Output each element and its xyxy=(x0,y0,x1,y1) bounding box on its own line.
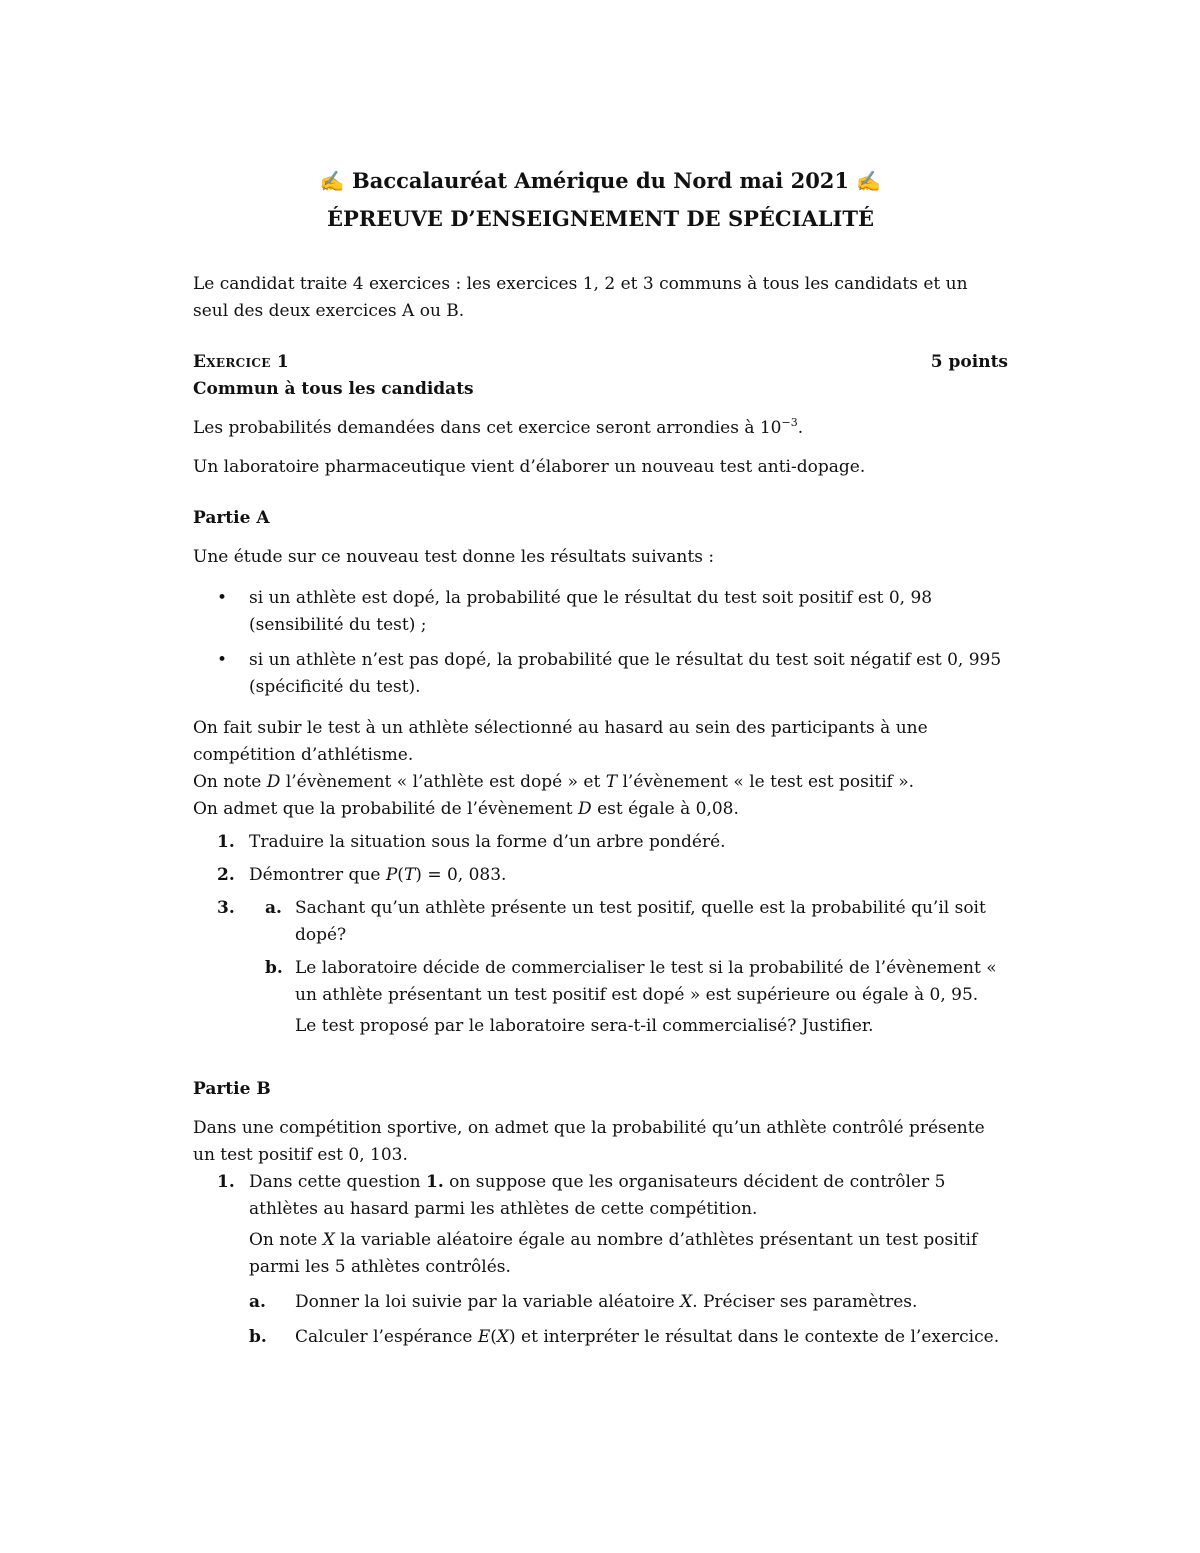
math-paren: ( xyxy=(397,865,404,885)
text-run: est égale à 0,08. xyxy=(591,799,739,819)
rounding-text: Les probabilités demandées dans cet exercice seront arrondies à 10 xyxy=(193,418,782,438)
exam-title-text: Baccalauréat Amérique du Nord mai 2021 xyxy=(351,168,850,193)
text-run: et interpréter le résultat dans le contexte de l’exercice. xyxy=(515,1327,1000,1347)
sub-question-letter: b. xyxy=(265,958,283,978)
question-text: Démontrer que xyxy=(249,865,386,885)
exam-title xyxy=(193,166,1008,196)
question-text xyxy=(249,1169,1008,1223)
exercise-label: Exercice 1 xyxy=(193,352,289,372)
question-3a xyxy=(193,895,1008,949)
text-run: on suppose que les organisateurs décident de contrôler 5 athlètes au hasard parmi les athlètes de cette compétition. xyxy=(249,1172,946,1219)
question-number: 2. xyxy=(217,865,235,885)
events-definition xyxy=(193,769,1008,796)
text-run: la variable aléatoire égale au nombre d’athlètes présentant un test positif parmi les 5 athlètes contrôlés. xyxy=(249,1230,978,1277)
math-paren: ) xyxy=(509,1327,516,1347)
math-p: P xyxy=(385,865,398,885)
question-1a xyxy=(249,1289,1008,1316)
question-number: 3. xyxy=(217,898,235,918)
text-run: Dans cette question xyxy=(249,1172,427,1192)
text-run: On admet que la probabilité de l’évènement xyxy=(193,799,579,819)
event-t: T xyxy=(605,772,618,792)
question-1 xyxy=(193,829,1008,856)
question-text: Traduire la situation sous la forme d’un arbre pondéré. xyxy=(249,832,726,852)
text-run: Donner la loi suivie par la variable aléatoire xyxy=(295,1292,681,1312)
math-paren: ( xyxy=(490,1327,497,1347)
question-text: Sachant qu’un athlète présente un test positif, quelle est la probabilité qu’il soit dopé? xyxy=(295,898,986,945)
intro-paragraph: Le candidat traite 4 exercices : les exercices 1, 2 et 3 communs à tous les candidats et un seul des deux exercices A ou B. xyxy=(193,274,968,321)
sub-question-letter: a. xyxy=(249,1292,266,1312)
question-2 xyxy=(193,862,1008,889)
text-run: Calculer l’espérance xyxy=(295,1327,478,1347)
event-d: D xyxy=(578,799,592,819)
math-value: ) = 0, 083. xyxy=(415,865,507,885)
question-1b xyxy=(249,1324,1008,1351)
question-number: 1. xyxy=(217,1172,235,1192)
exam-subtitle: ÉPREUVE D’ENSEIGNEMENT DE SPÉCIALITÉ xyxy=(327,206,874,231)
part-a-questions xyxy=(193,829,1008,889)
part-b-title: Partie B xyxy=(193,1079,271,1099)
part-b-questions xyxy=(193,1169,1008,1351)
event-d: D xyxy=(266,772,281,792)
question-text: Le laboratoire décide de commercialiser le test si la probabilité de l’évènement « un athlète présentant un test positif est dopé » est supérieure ou égale à 0, 95. xyxy=(295,958,997,1005)
rounding-exponent: −3 xyxy=(781,416,798,429)
part-a-title: Partie A xyxy=(193,508,270,528)
part-a-lead: Une étude sur ce nouveau test donne les résultats suivants : xyxy=(193,547,715,567)
list-item: • si un athlète est dopé, la probabilité que le résultat du test soit positif est 0, 98 (sensibilité du test) ; xyxy=(193,585,1008,639)
question-1 xyxy=(193,1169,1008,1351)
question-ref: 1. xyxy=(426,1172,444,1192)
text-run: l’évènement « le test est positif ». xyxy=(617,772,915,792)
question-3b xyxy=(193,955,1008,1040)
text-run: On note xyxy=(249,1230,323,1250)
math-e: E xyxy=(477,1327,491,1347)
rounding-end: . xyxy=(797,418,804,438)
rounding-note xyxy=(193,415,1008,442)
probability-d xyxy=(193,796,1008,823)
text-run: On note xyxy=(193,772,267,792)
exercise-header xyxy=(193,349,1008,376)
ornament-left-icon: ✍ xyxy=(319,169,345,193)
math-t: T xyxy=(403,865,416,885)
exercise-points: 5 points xyxy=(930,352,1008,372)
exam-page xyxy=(193,160,1008,1351)
exercise-audience: Commun à tous les candidats xyxy=(193,379,474,399)
variable-definition xyxy=(249,1227,1008,1281)
sub-question-letter: a. xyxy=(265,898,282,918)
math-x: X xyxy=(322,1230,335,1250)
context-paragraph: Un laboratoire pharmaceutique vient d’élaborer un nouveau test anti-dopage. xyxy=(193,457,866,477)
text-run: l’évènement « l’athlète est dopé » et xyxy=(280,772,606,792)
text-run: . Préciser ses paramètres. xyxy=(692,1292,918,1312)
ornament-right-icon: ✍ xyxy=(856,169,882,193)
math-x: X xyxy=(496,1327,510,1347)
math-x: X xyxy=(680,1292,693,1312)
sub-question-letter: b. xyxy=(249,1327,267,1347)
results-list xyxy=(193,585,1008,701)
list-item: • si un athlète n’est pas dopé, la probabilité que le résultat du test soit négatif est 0, 995 (spécificité du test). xyxy=(193,647,1008,701)
question-followup: Le test proposé par le laboratoire sera-t-il commercialisé? Justifier. xyxy=(295,1016,874,1036)
part-b-lead: Dans une compétition sportive, on admet que la probabilité qu’un athlète contrôlé présente un test positif est 0, 103. xyxy=(193,1118,985,1165)
setup-paragraph: On fait subir le test à un athlète sélectionné au hasard au sein des participants à une compétition d’athlétisme. xyxy=(193,718,928,765)
question-number: 1. xyxy=(217,832,235,852)
